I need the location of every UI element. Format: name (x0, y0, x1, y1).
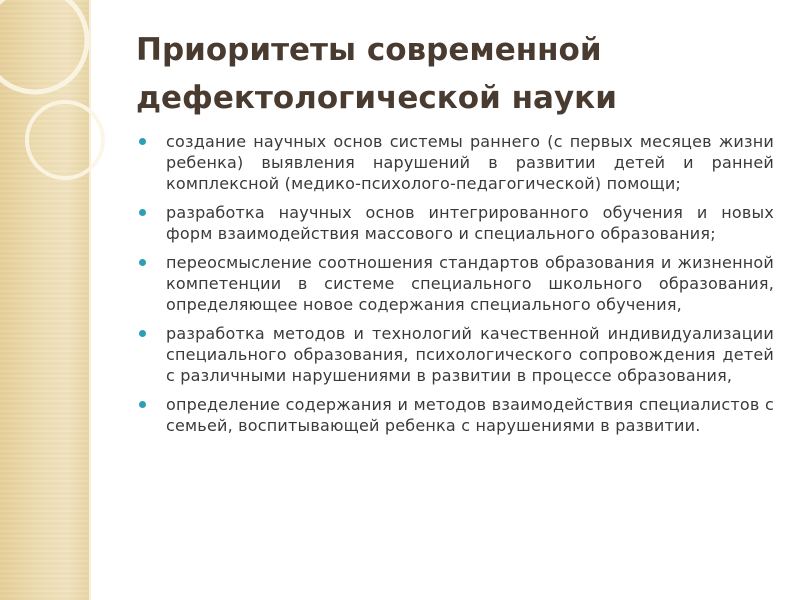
bullet-dot-icon (139, 138, 146, 145)
decorative-ring-small (27, 102, 103, 178)
bullet-dot-icon (139, 259, 146, 266)
bullet-text: переосмысление соотношения стандартов образования и жизненной компетенции в системе специального школьного образования, определяющее новое содержания специального обучения, (166, 253, 774, 314)
bullet-text: разработка научных основ интегрированного обучения и новых форм взаимодействия массового и специального образования; (166, 203, 774, 243)
bullet-text: разработка методов и технологий качественной индивидуализации специального образования, психологического сопровождения детей с различными нарушениями в развитии в процессе образования, (166, 324, 774, 385)
bullet-text: определение содержания и методов взаимодействия специалистов с семьей, воспитывающей ребенка с нарушениями в развитии. (166, 395, 774, 435)
bullet-item (138, 394, 774, 436)
slide-title-line-2: дефектологической науки (136, 80, 617, 116)
decorative-ring-large (0, 0, 87, 92)
bullet-item (138, 131, 774, 194)
bullet-list (138, 131, 774, 444)
bullet-dot-icon (139, 330, 146, 337)
bullet-item (138, 252, 774, 315)
bullet-item (138, 202, 774, 244)
bullet-dot-icon (139, 401, 146, 408)
bullet-dot-icon (139, 209, 146, 216)
bullet-text: создание научных основ системы раннего (с первых месяцев жизни ребенка) выявления нарушений в развитии детей и ранней комплексной (медико-психолого-педагогической) помощи; (166, 132, 774, 193)
slide-title-line-1: Приоритеты современной (136, 32, 602, 68)
decorative-rings (0, 0, 120, 260)
bullet-item (138, 323, 774, 386)
slide-title (136, 26, 756, 122)
